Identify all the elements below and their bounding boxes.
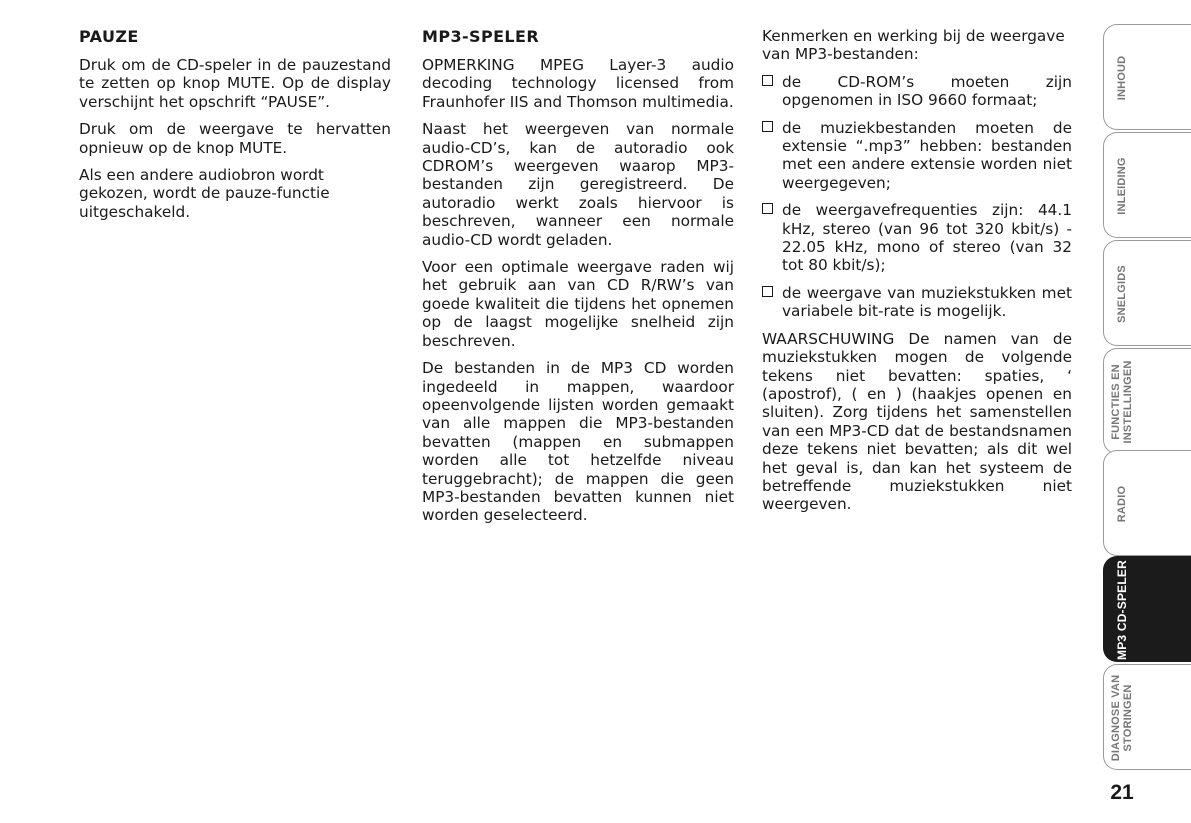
section-heading-pauze: PAUZE xyxy=(79,27,139,46)
list-item xyxy=(762,201,1072,275)
list-item-text: de CD-ROM’s moeten zijn opgenomen in ISO 9660 formaat; xyxy=(782,72,1072,110)
column-kenmerken xyxy=(762,27,1072,523)
tab-functies-en-instellingen[interactable] xyxy=(1103,348,1191,454)
chapter-tab-strip xyxy=(1103,24,1191,769)
tab-radio[interactable] xyxy=(1103,450,1191,556)
list-item-text: de weergave van muziekstukken met variabele bit-rate is mogelijk. xyxy=(782,283,1072,321)
intro-text: Kenmerken en werking bij de weergave van MP3-bestanden: xyxy=(762,27,1065,64)
column-pauze xyxy=(79,27,391,230)
tab-label: RADIO xyxy=(1116,485,1128,523)
section-heading-mp3-speler: MP3-SPELER xyxy=(422,27,540,46)
tab-label: INLEIDING xyxy=(1116,157,1128,215)
tab-label: MP3 CD-SPELER xyxy=(1115,560,1129,660)
tab-label: DIAGNOSE VAN STORINGEN xyxy=(1110,674,1134,762)
tab-label: SNELGIDS xyxy=(1116,265,1128,323)
tab-inhoud[interactable] xyxy=(1103,24,1191,130)
tab-inleiding[interactable] xyxy=(1103,132,1191,238)
paragraph: Druk om de CD-speler in de pauzestand te zetten op knop MUTE. Op de display verschijnt het opschrift “PAUSE”. xyxy=(79,56,391,111)
list-item xyxy=(762,119,1072,193)
tab-mp3-cd-speler[interactable] xyxy=(1103,556,1191,662)
paragraph: Voor een optimale weergave raden wij het gebruik aan van CD R/RW’s van goede kwaliteit die tijdens het opnemen op de laagst mogelijke snelheid zijn beschreven. xyxy=(422,258,734,350)
tab-diagnose-van-storingen[interactable] xyxy=(1103,664,1191,770)
paragraph: Als een andere audiobron wordt gekozen, wordt de pauze-functie uitgeschakeld. xyxy=(79,166,330,221)
list-item-text: de weergavefrequenties zijn: 44.1 kHz, stereo (van 96 tot 320 kbit/s) - 22.05 kHz, mono of stereo (van 32 tot 80 kbit/s); xyxy=(782,201,1072,275)
paragraph-note: OPMERKING MPEG Layer-3 audio decoding technology licensed from Fraunhofer IIS and Thomson multimedia. xyxy=(422,56,734,111)
tab-label: INHOUD xyxy=(1116,55,1128,101)
checkbox-bullet-icon xyxy=(762,75,773,86)
tab-label: FUNCTIES EN INSTELLINGEN xyxy=(1110,360,1134,444)
checkbox-bullet-icon xyxy=(762,286,773,297)
tab-snelgids[interactable] xyxy=(1103,240,1191,346)
column-mp3-speler xyxy=(422,27,734,534)
paragraph: Druk om de weergave te hervatten opnieuw op de knop MUTE. xyxy=(79,120,391,157)
list-item-text: de muziekbestanden moeten de extensie “.mp3” hebben: bestanden met een andere extensie worden niet weergegeven; xyxy=(782,118,1072,192)
list-item xyxy=(762,284,1072,321)
warning-paragraph: WAARSCHUWING De namen van de muziekstukken mogen de volgende tekens niet bevatten: spaties, ‘ (apostrof), ( en ) (haakjes openen en sluiten). Zorg tijdens het samenstellen van een MP3-CD dat de bestandsnamen deze tekens niet bevatten; als dit wel het geval is, dan kan het systeem de betreffende muziekstukken niet weergeven. xyxy=(762,329,1072,514)
paragraph: Naast het weergeven van normale audio-CD’s, kan de autoradio ook CDROM’s weergeven waarop MP3-bestanden zijn geregistreerd. De autoradio werkt zoals hiervoor is beschreven, wanneer een normale audio-CD wordt geladen. xyxy=(422,120,734,249)
checkbox-bullet-icon xyxy=(762,203,773,214)
paragraph: De bestanden in de MP3 CD worden ingedeeld in mappen, waardoor opeenvolgende lijsten worden gemaakt van alle mappen die MP3-bestanden bevatten (mappen en submappen worden alle tot hetzelfde niveau teruggebracht); de mappen die geen MP3-bestanden bevatten kunnen niet worden geselecteerd. xyxy=(422,359,734,525)
list-item xyxy=(762,73,1072,110)
page-number: 21 xyxy=(1110,781,1134,804)
checkbox-bullet-icon xyxy=(762,121,773,132)
